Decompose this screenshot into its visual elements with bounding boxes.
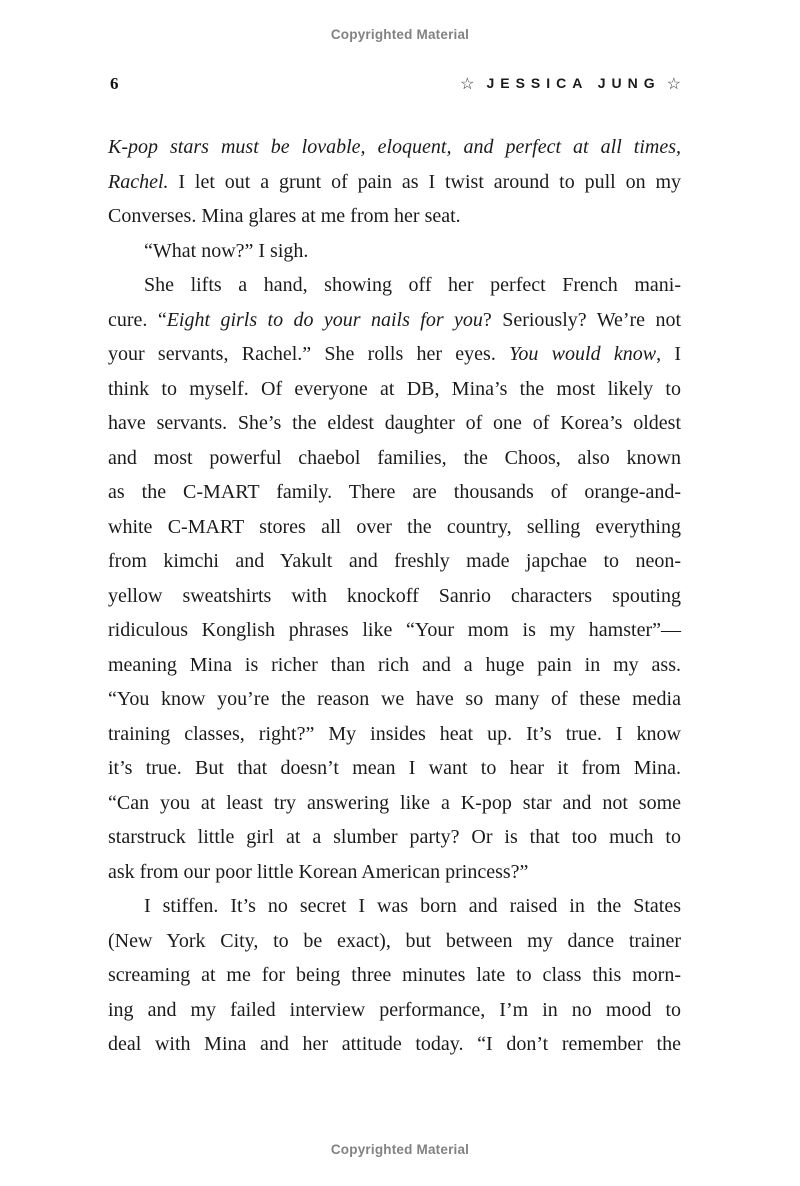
text-line [108,544,681,579]
running-header [108,72,681,98]
page-body [108,130,681,1062]
italic-text-segment: You would know [509,343,657,365]
text-segment: ask from our poor little Korean American princess?” [108,860,529,883]
text-line [108,613,681,648]
text-line [108,579,681,614]
text-segment: think to myself. Of everyone at DB, Mina’s the most likely to [108,377,681,400]
text-line [108,889,681,924]
author-name: JESSICA JUNG [486,75,661,91]
text-line [108,786,681,821]
text-line [108,475,681,510]
text-segment: it’s true. But that doesn’t mean I want to hear it from Mina. [108,757,681,779]
page-number: 6 [110,74,119,93]
text-segment: have servants. She’s the eldest daughter of one of Korea’s oldest [108,412,681,434]
text-line [108,924,681,959]
text-segment: Converses. Mina glares at me from her seat. [108,205,461,227]
text-line [108,441,681,476]
copyright-notice-top: Copyrighted Material [330,27,470,42]
text-segment: “Can you at least try answering like a K-pop star and not some [108,791,681,814]
text-line [108,717,681,752]
text-segment: “What now?” I sigh. [144,239,309,262]
text-segment: cure. “ [108,308,167,331]
text-line [108,199,681,234]
text-segment: your servants, Rachel.” She rolls her eyes. [108,343,510,365]
text-line [108,234,681,269]
text-line [108,958,681,993]
text-segment: ? Seriously? We’re not [482,308,682,331]
text-segment: ing and my failed interview performance, I’m in no mood to [108,998,681,1021]
text-segment: yellow sweatshirts with knockoff Sanrio characters spouting [108,584,681,607]
text-segment: and most powerful chaebol families, the Choos, also known [108,446,681,469]
text-segment: (New York City, to be exact), but between my dance trainer [108,929,681,952]
text-segment: meaning Mina is richer than rich and a huge pain in my ass. [108,653,681,676]
italic-text-segment: Rachel. [108,170,169,193]
text-segment: She lifts a hand, showing off her perfect French mani- [144,274,681,296]
text-line [108,751,681,786]
italic-text-segment: K-pop stars must be lovable, eloquent, and perfect at all times, [108,136,681,158]
text-segment: starstruck little girl at a slumber party? Or is that too much to [108,826,681,848]
text-line [108,1027,681,1062]
author-header [460,74,681,94]
text-segment: ridiculous Konglish phrases like “Your mom is my hamster”— [108,619,681,641]
text-line [108,406,681,441]
text-segment: from kimchi and Yakult and freshly made japchae to neon- [108,550,681,572]
star-right-icon: ☆ [666,76,681,93]
text-line [108,682,681,717]
text-line [108,820,681,855]
text-line [108,993,681,1028]
star-left-icon: ☆ [460,76,475,93]
text-line [108,268,681,303]
copyright-notice-bottom: Copyrighted Material [330,1142,470,1157]
text-segment: I stiffen. It’s no secret I was born and raised in the States [144,895,681,917]
text-line [108,337,681,372]
text-segment: deal with Mina and her attitude today. “I don’t remember the [108,1033,681,1055]
text-segment: “You know you’re the reason we have so many of these media [108,688,681,710]
text-line [108,130,681,165]
text-line [108,165,681,200]
text-line [108,510,681,545]
text-segment: I let out a grunt of pain as I twist around to pull on my [168,170,681,193]
text-line [108,855,681,890]
italic-text-segment: Eight girls to do your nails for you [166,308,483,331]
text-line [108,303,681,338]
text-segment: white C-MART stores all over the country, selling everything [108,515,681,538]
text-segment: training classes, right?” My insides heat up. It’s true. I know [108,722,681,745]
text-segment: as the C-MART family. There are thousands of orange-and- [108,481,681,503]
text-line [108,648,681,683]
text-segment: , I [656,343,682,365]
text-segment: screaming at me for being three minutes late to class this morn- [108,964,681,986]
text-line [108,372,681,407]
